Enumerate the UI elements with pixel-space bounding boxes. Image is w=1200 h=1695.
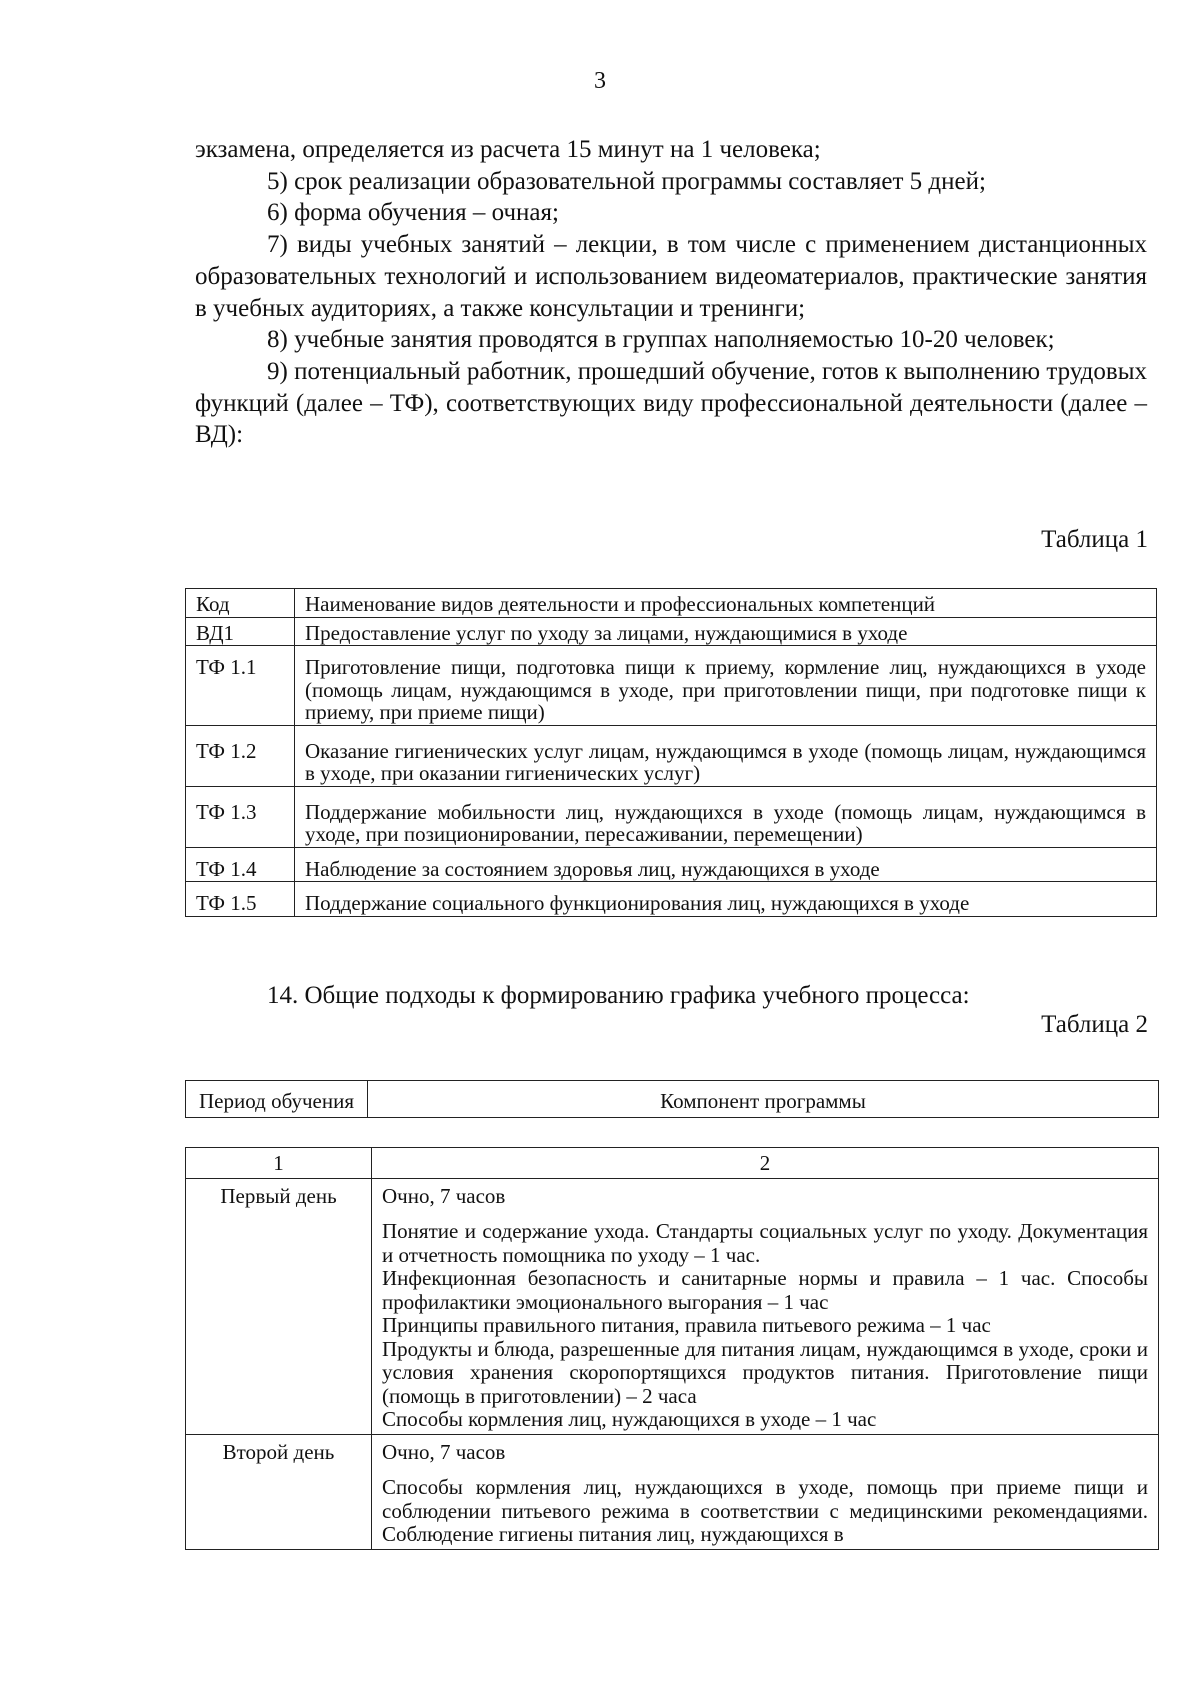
row-name: Оказание гигиенических услуг лицам, нуждающимся в уходе (помощь лицам, нуждающимся в уходе, при оказании гигиенических услуг) bbox=[295, 725, 1157, 786]
row-name: Поддержание мобильности лиц, нуждающихся в уходе (помощь лицам, нуждающимся в уходе, при позиционировании, пересаживании, перемещении) bbox=[295, 786, 1157, 847]
paragraph: 8) учебные занятия проводятся в группах наполняемостью 10-20 человек; bbox=[267, 326, 1055, 354]
row-code: ВД1 bbox=[186, 617, 295, 646]
column-number: 1 bbox=[186, 1148, 372, 1179]
row-name: Предоставление услуг по уходу за лицами, нуждающимися в уходе bbox=[295, 617, 1157, 646]
row-code: ТФ 1.2 bbox=[186, 725, 295, 786]
paragraph: экзамена, определяется из расчета 15 минут на 1 человека; bbox=[195, 136, 821, 163]
header-component: Компонент программы bbox=[368, 1081, 1159, 1118]
page-number: 3 bbox=[594, 68, 606, 94]
table-header-row bbox=[186, 589, 1157, 618]
paragraph: 5) срок реализации образовательной программы составляет 5 дней; bbox=[267, 167, 986, 195]
table-row bbox=[186, 646, 1157, 726]
content-line: Продукты и блюда, разрешенные для питания лицам, нуждающимся в уходе, сроки и условия хранения скоропортящихся продуктов питания. Приготовление пищи (помощь в приготовлении) – 2 часа bbox=[382, 1336, 1148, 1408]
table-header-row bbox=[186, 1081, 1159, 1118]
content-line: Способы кормления лиц, нуждающихся в уходе, помощь при приеме пищи и соблюдении питьевого режима в соответствии с медицинскими рекомендациями. Соблюдение гигиены питания лиц, нуждающихся в bbox=[382, 1475, 1148, 1546]
column-number-row bbox=[186, 1148, 1159, 1179]
row-code: ТФ 1.5 bbox=[186, 882, 295, 917]
table1-caption: Таблица 1 bbox=[1041, 526, 1148, 553]
component-cell bbox=[372, 1178, 1159, 1434]
content-line: Понятие и содержание ухода. Стандарты социальных услуг по уходу. Документация и отчетность помощника по уходу – 1 час. bbox=[382, 1219, 1148, 1267]
header-code: Код bbox=[186, 589, 295, 618]
table-row bbox=[186, 725, 1157, 786]
row-code: ТФ 1.3 bbox=[186, 786, 295, 847]
content-line: Принципы правильного питания, правила питьевого режима – 1 час bbox=[382, 1313, 991, 1337]
table-row bbox=[186, 1178, 1159, 1434]
component-cell bbox=[372, 1434, 1159, 1549]
period-cell: Второй день bbox=[186, 1434, 372, 1549]
row-name: Поддержание социального функционирования лиц, нуждающихся в уходе bbox=[295, 882, 1157, 917]
row-name: Наблюдение за состоянием здоровья лиц, нуждающихся в уходе bbox=[295, 847, 1157, 882]
component-content bbox=[382, 1476, 1148, 1547]
body-text bbox=[195, 134, 1147, 451]
column-number: 2 bbox=[372, 1148, 1159, 1179]
row-code: ТФ 1.1 bbox=[186, 646, 295, 726]
header-period: Период обучения bbox=[186, 1081, 368, 1118]
schedule-table-header bbox=[185, 1080, 1159, 1118]
mode-text: Очно, 7 часов bbox=[382, 1183, 506, 1208]
section-heading: 14. Общие подходы к формированию графика учебного процесса: bbox=[267, 982, 970, 1009]
schedule-table bbox=[185, 1147, 1159, 1550]
row-code: ТФ 1.4 bbox=[186, 847, 295, 882]
table2-caption: Таблица 2 bbox=[1041, 1011, 1148, 1038]
paragraph: 7) виды учебных занятий – лекции, в том числе с применением дистанционных образовательных технологий и использованием видеоматериалов, практические занятия в учебных аудиториях, а также консультации и тренинги; bbox=[195, 231, 1147, 322]
mode-text: Очно, 7 часов bbox=[382, 1439, 506, 1464]
header-name: Наименование видов деятельности и профессиональных компетенций bbox=[295, 589, 1157, 618]
table-row bbox=[186, 1434, 1159, 1549]
table-row bbox=[186, 786, 1157, 847]
content-line: Инфекционная безопасность и санитарные нормы и правила – 1 час. Способы профилактики эмоционального выгорания – 1 час bbox=[382, 1266, 1148, 1314]
period-cell: Первый день bbox=[186, 1178, 372, 1434]
content-line: Способы кормления лиц, нуждающихся в уходе – 1 час bbox=[382, 1407, 877, 1431]
paragraph: 6) форма обучения – очная; bbox=[267, 199, 559, 227]
table-row bbox=[186, 617, 1157, 646]
component-content bbox=[382, 1220, 1148, 1432]
activity-table bbox=[185, 588, 1157, 917]
table-row bbox=[186, 847, 1157, 882]
row-name: Приготовление пищи, подготовка пищи к приему, кормление лиц, нуждающихся в уходе (помощь лицам, нуждающимся в уходе, при приготовлении пищи, при подготовке пищи к приему, при приеме пищи) bbox=[295, 646, 1157, 726]
table-row bbox=[186, 882, 1157, 917]
paragraph: 9) потенциальный работник, прошедший обучение, готов к выполнению трудовых функций (далее – ТФ), соответствующих виду профессиональной деятельности (далее – ВД): bbox=[195, 357, 1147, 449]
